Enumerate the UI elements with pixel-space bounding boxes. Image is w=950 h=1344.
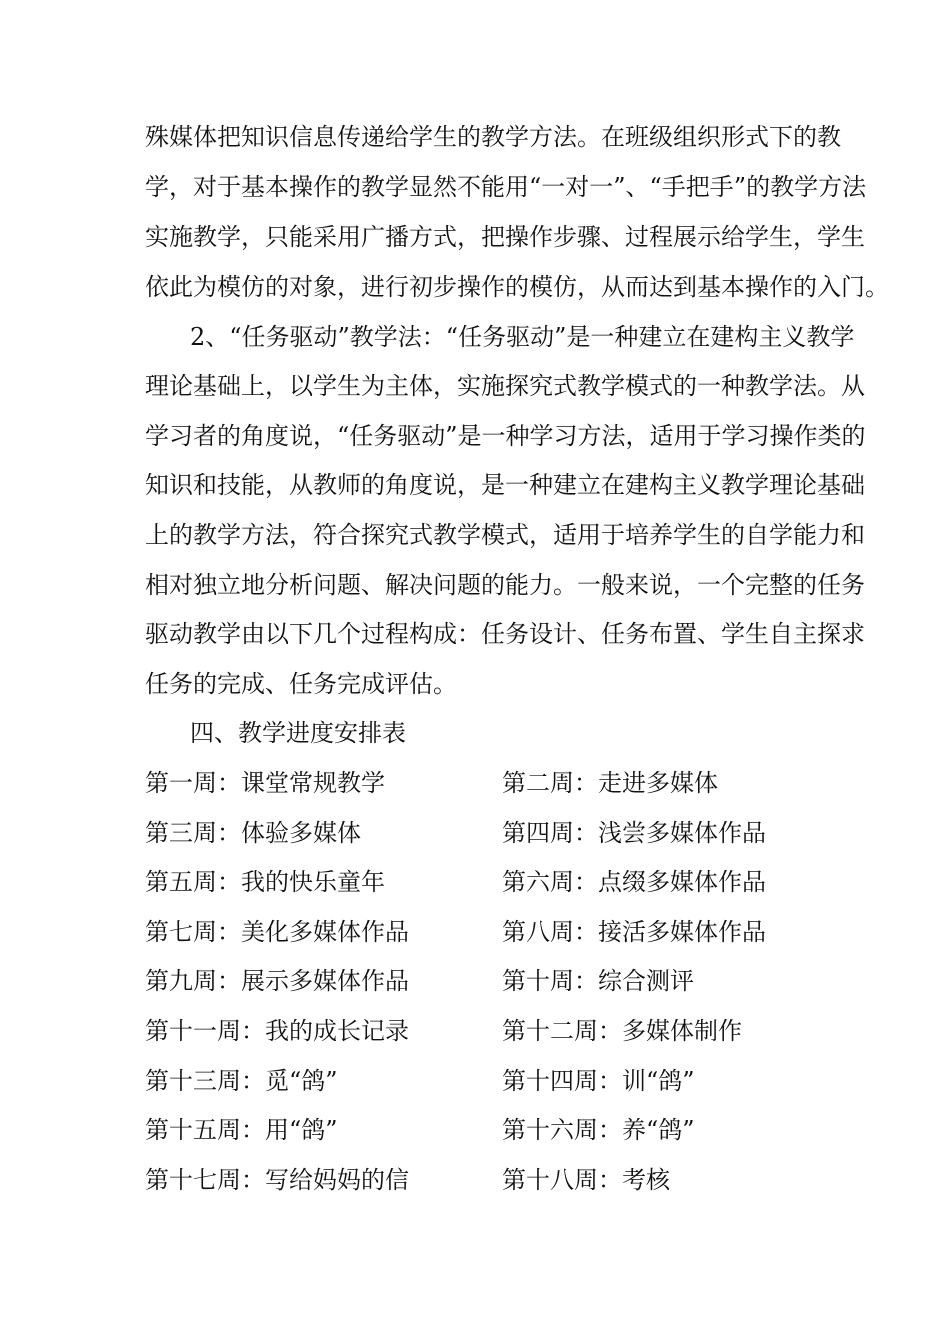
schedule-item-week-12: 第十二周：多媒体制作 (502, 1017, 742, 1045)
schedule-item-week-7: 第七周：美化多媒体作品 (145, 918, 409, 946)
paragraph-line: 理论基础上，以学生为主体，实施探究式教学模式的一种教学法。从 (145, 372, 865, 400)
schedule-item-week-2: 第二周：走进多媒体 (502, 769, 718, 797)
paragraph-line: 学，对于基本操作的教学显然不能用“一对一”、“手把手”的教学方法 (145, 173, 867, 201)
paragraph-line: 相对独立地分析问题、解决问题的能力。一般来说，一个完整的任务 (145, 571, 865, 599)
schedule-item-week-16: 第十六周：养“鸽” (502, 1116, 695, 1144)
paragraph-line: 驱动教学由以下几个过程构成：任务设计、任务布置、学生自主探求 (145, 620, 865, 648)
paragraph-line: 依此为模仿的对象，进行初步操作的模仿，从而达到基本操作的入门。 (145, 273, 889, 301)
schedule-item-week-14: 第十四周：训“鸽” (502, 1067, 695, 1095)
paragraph-line: 任务的完成、任务完成评估。 (145, 670, 457, 698)
section-heading: 四、教学进度安排表 (190, 719, 406, 747)
paragraph-line: 殊媒体把知识信息传递给学生的教学方法。在班级组织形式下的教 (145, 123, 841, 151)
schedule-item-week-15: 第十五周：用“鸽” (145, 1116, 338, 1144)
schedule-item-week-3: 第三周：体验多媒体 (145, 819, 361, 847)
schedule-item-week-6: 第六周：点缀多媒体作品 (502, 868, 766, 896)
schedule-item-week-18: 第十八周：考核 (502, 1166, 670, 1194)
paragraph-line: 知识和技能，从教师的角度说，是一种建立在建构主义教学理论基础 (145, 471, 865, 499)
schedule-item-week-11: 第十一周：我的成长记录 (145, 1017, 409, 1045)
schedule-item-week-4: 第四周：浅尝多媒体作品 (502, 819, 766, 847)
schedule-item-week-1: 第一周：课堂常规教学 (145, 769, 385, 797)
schedule-item-week-17: 第十七周：写给妈妈的信 (145, 1166, 409, 1194)
schedule-item-week-5: 第五周：我的快乐童年 (145, 868, 385, 896)
schedule-item-week-13: 第十三周：觅“鸽” (145, 1067, 338, 1095)
schedule-item-week-10: 第十周：综合测评 (502, 967, 694, 995)
schedule-item-week-9: 第九周：展示多媒体作品 (145, 967, 409, 995)
paragraph-line: 2、“任务驱动”教学法：“任务驱动”是一种建立在建构主义教学 (190, 323, 855, 351)
paragraph-line: 上的教学方法，符合探究式教学模式，适用于培养学生的自学能力和 (145, 521, 865, 549)
paragraph-line: 学习者的角度说，“任务驱动”是一种学习方法，适用于学习操作类的 (145, 422, 866, 450)
paragraph-line: 实施教学，只能采用广播方式，把操作步骤、过程展示给学生，学生 (145, 223, 865, 251)
schedule-item-week-8: 第八周：接活多媒体作品 (502, 918, 766, 946)
